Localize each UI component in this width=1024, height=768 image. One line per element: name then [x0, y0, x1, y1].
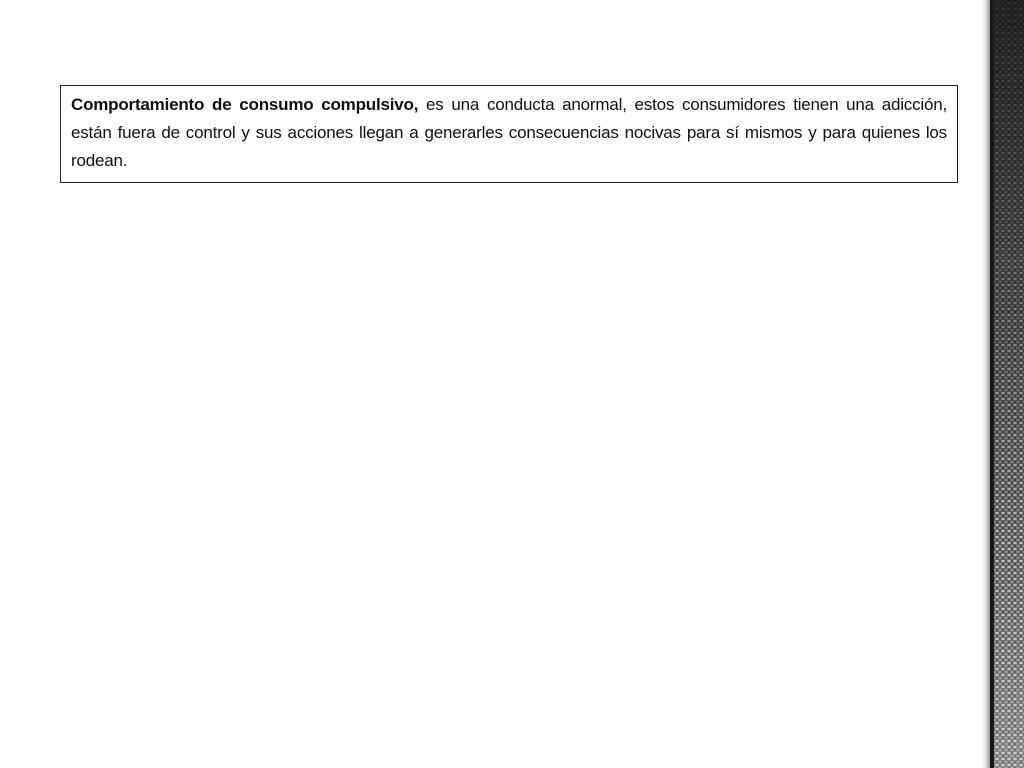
slide-edge-shadow: [982, 0, 990, 768]
definition-body: es una conducta anormal, estos consumidores tienen una adicción, están fuera de control y sus acciones llegan a generarles consecuencias nocivas para sí mismos y para quienes los rodean.: [71, 95, 947, 170]
decorative-mesh-fade: [994, 0, 1024, 768]
definition-term: Comportamiento de consumo compulsivo,: [71, 95, 419, 114]
definition-text-box: [60, 85, 958, 183]
